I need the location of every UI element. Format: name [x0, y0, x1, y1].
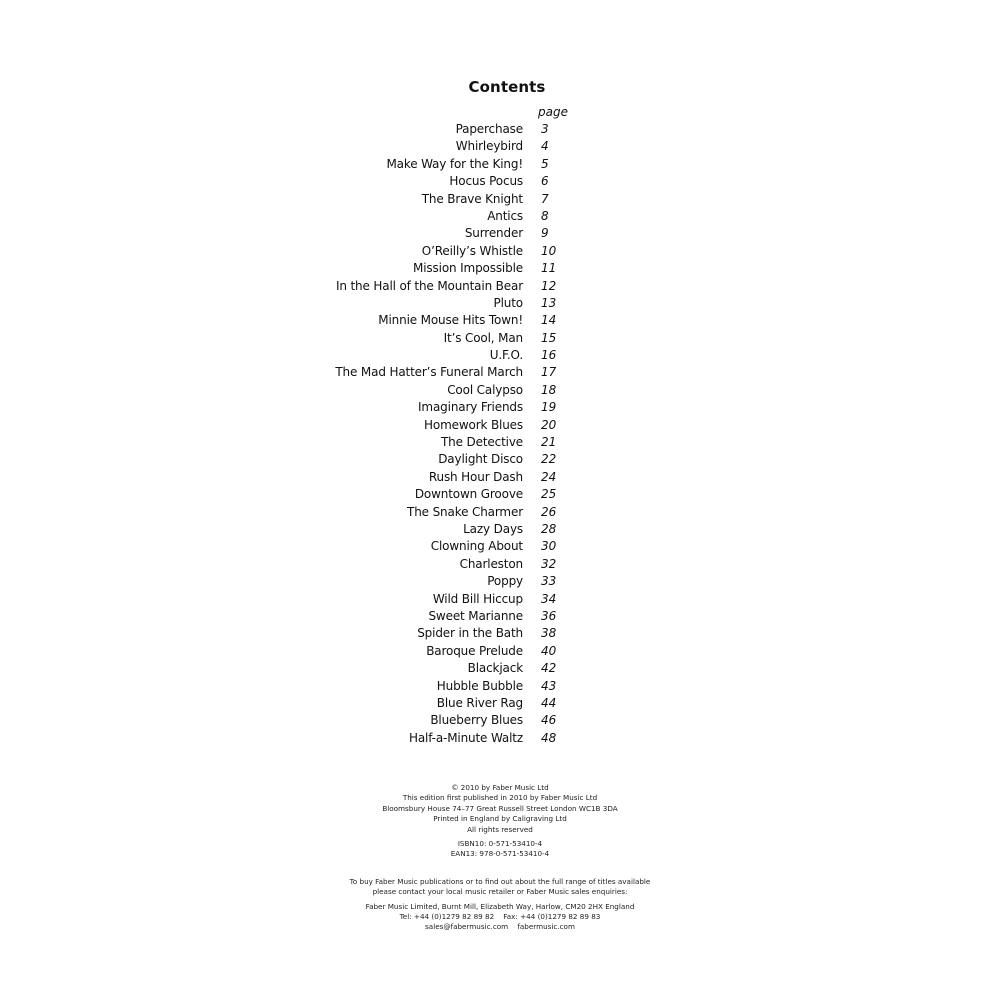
toc-entry: [300, 330, 600, 347]
toc-entry-title: Antics: [487, 208, 523, 223]
toc-entry-title: The Detective: [440, 435, 523, 450]
toc-entry: [300, 382, 600, 399]
toc-entry-page: 40: [541, 643, 557, 658]
toc-entry-page: 34: [541, 591, 557, 606]
toc-entry-page: 10: [541, 243, 557, 258]
toc-entry-page: 11: [541, 261, 557, 276]
toc-entry-page: 44: [541, 695, 557, 710]
publisher-address-line: Bloomsbury House 74–77 Great Russell Street London WC1B 3DA: [382, 803, 618, 813]
toc-entry: [300, 556, 600, 573]
toc-entry: [300, 643, 600, 660]
toc-entry-title: Mission Impossible: [413, 261, 523, 276]
toc-entry: [300, 295, 600, 312]
toc-entry-title: Hocus Pocus: [449, 174, 523, 189]
toc-entry-page: 36: [541, 608, 557, 623]
toc-entry-title: The Brave Knight: [421, 191, 523, 206]
toc-entry-page: 30: [541, 539, 557, 554]
toc-entry: [300, 608, 600, 625]
toc-entry-title: The Mad Hatter’s Funeral March: [335, 365, 523, 380]
toc-entry-page: 14: [541, 313, 557, 328]
toc-entry-title: It’s Cool, Man: [443, 330, 523, 345]
toc-entry-page: 20: [541, 417, 557, 432]
toc-entry-title: Blueberry Blues: [430, 713, 523, 728]
toc-entry-title: Clowning About: [430, 539, 523, 554]
toc-entry-title: Blue River Rag: [436, 695, 523, 710]
contact-line: sales@fabermusic.com fabermusic.com: [425, 922, 575, 932]
toc-entry: [300, 538, 600, 555]
toc-entry-page: 8: [541, 208, 549, 223]
toc-entry-page: 5: [541, 156, 549, 171]
toc-entry-title: Charleston: [459, 556, 523, 571]
toc-entry-title: Cool Calypso: [447, 382, 523, 397]
toc-entry-page: 28: [541, 521, 557, 536]
contents-title: Contents: [468, 78, 546, 96]
toc-entry-title: Poppy: [487, 574, 523, 589]
toc-entry-title: Half-a-Minute Waltz: [408, 730, 523, 745]
toc-entry-title: Pluto: [493, 295, 523, 310]
toc-entry: [300, 660, 600, 677]
toc-entry-title: Sweet Marianne: [428, 608, 523, 623]
isbn10-line: ISBN10: 0-571-53410-4: [457, 839, 543, 849]
toc-entry-page: 6: [541, 174, 549, 189]
toc-entry: [300, 434, 600, 451]
toc-entry: [300, 208, 600, 225]
toc-entry-page: 26: [541, 504, 557, 519]
toc-entry-page: 42: [541, 661, 557, 676]
toc-entry-page: 13: [541, 295, 557, 310]
tel-fax-line: Tel: +44 (0)1279 82 89 82 Fax: +44 (0)1279 82 89 83: [399, 912, 601, 922]
buy-info-line-2: please contact your local music retailer or Faber Music sales enquiries:: [372, 887, 628, 897]
toc-entry-page: 33: [541, 574, 557, 589]
toc-entry: [300, 225, 600, 242]
toc-entry-page: 38: [541, 626, 557, 641]
toc-entry-title: Rush Hour Dash: [428, 469, 523, 484]
copyright-line: © 2010 by Faber Music Ltd: [451, 783, 549, 792]
toc-entry: [300, 486, 600, 503]
table-of-contents: [300, 121, 600, 747]
toc-entry: [300, 417, 600, 434]
toc-entry: [300, 347, 600, 364]
toc-entry: [300, 243, 600, 260]
toc-entry: [300, 191, 600, 208]
toc-entry: [300, 678, 600, 695]
toc-entry: [300, 312, 600, 329]
toc-entry: [300, 173, 600, 190]
rights-line: All rights reserved: [467, 824, 533, 834]
toc-entry: [300, 712, 600, 729]
toc-entry-page: 4: [541, 139, 549, 154]
toc-entry-page: 43: [541, 678, 557, 693]
toc-entry-page: 19: [541, 400, 557, 415]
toc-entry-page: 18: [541, 382, 557, 397]
toc-entry-title: O’Reilly’s Whistle: [421, 243, 523, 258]
toc-entry: [300, 156, 600, 173]
toc-entry-title: Homework Blues: [424, 417, 523, 432]
toc-entry: [300, 591, 600, 608]
first-published-line: This edition first published in 2010 by Faber Music Ltd: [402, 793, 598, 803]
toc-entry-title: Lazy Days: [463, 521, 523, 536]
toc-entry: [300, 469, 600, 486]
toc-entry: [300, 730, 600, 747]
toc-entry: [300, 521, 600, 538]
toc-entry-title: Whirleybird: [455, 139, 523, 154]
toc-entry: [300, 625, 600, 642]
toc-entry-page: 12: [541, 278, 557, 293]
imprint-block: [0, 783, 1000, 933]
toc-entry-title: Baroque Prelude: [426, 643, 523, 658]
toc-entry-title: Make Way for the King!: [386, 156, 523, 171]
toc-entry-title: Minnie Mouse Hits Town!: [378, 313, 523, 328]
printed-line: Printed in England by Caligraving Ltd: [433, 814, 567, 824]
toc-entry-title: Downtown Groove: [414, 487, 523, 502]
ean13-line: EAN13: 978-0-571-53410-4: [450, 849, 550, 859]
buy-info-line-1: To buy Faber Music publications or to find out about the full range of titles available: [349, 876, 651, 886]
toc-entry-title: U.F.O.: [489, 348, 523, 363]
toc-entry: [300, 399, 600, 416]
toc-entry: [300, 121, 600, 138]
toc-entry-page: 32: [541, 556, 557, 571]
toc-entry-page: 7: [541, 191, 549, 206]
toc-entry: [300, 504, 600, 521]
toc-entry-page: 17: [541, 365, 557, 380]
toc-entry-page: 46: [541, 713, 557, 728]
toc-entry-title: Hubble Bubble: [436, 678, 523, 693]
toc-entry-page: 15: [541, 330, 557, 345]
toc-entry-page: 22: [541, 452, 557, 467]
toc-entry-page: 48: [541, 730, 557, 745]
toc-entry-page: 3: [541, 122, 549, 136]
toc-entry: [300, 573, 600, 590]
toc-entry-page: 9: [541, 226, 549, 241]
toc-entry-title: Blackjack: [467, 661, 523, 676]
sales-address-line: Faber Music Limited, Burnt Mill, Elizabeth Way, Harlow, CM20 2HX England: [365, 901, 635, 911]
toc-entry: [300, 138, 600, 155]
toc-entry-title: Wild Bill Hiccup: [432, 591, 523, 606]
toc-entry-title: In the Hall of the Mountain Bear: [335, 278, 523, 293]
toc-entry-title: Surrender: [464, 226, 523, 241]
toc-entry: [300, 260, 600, 277]
toc-entry-page: 16: [541, 348, 557, 363]
toc-entry-title: The Snake Charmer: [407, 504, 523, 519]
toc-entry: [300, 451, 600, 468]
toc-entry-title: Daylight Disco: [438, 452, 523, 467]
toc-entry-title: Paperchase: [455, 122, 523, 136]
toc-entry-page: 24: [541, 469, 557, 484]
toc-entry: [300, 364, 600, 381]
toc-entry-title: Imaginary Friends: [418, 400, 523, 415]
toc-entry-title: Spider in the Bath: [417, 626, 523, 641]
toc-entry: [300, 278, 600, 295]
toc-entry-page: 21: [541, 435, 557, 450]
toc-entry: [300, 695, 600, 712]
page-column-header: page: [538, 105, 568, 119]
toc-entry-page: 25: [541, 487, 557, 502]
